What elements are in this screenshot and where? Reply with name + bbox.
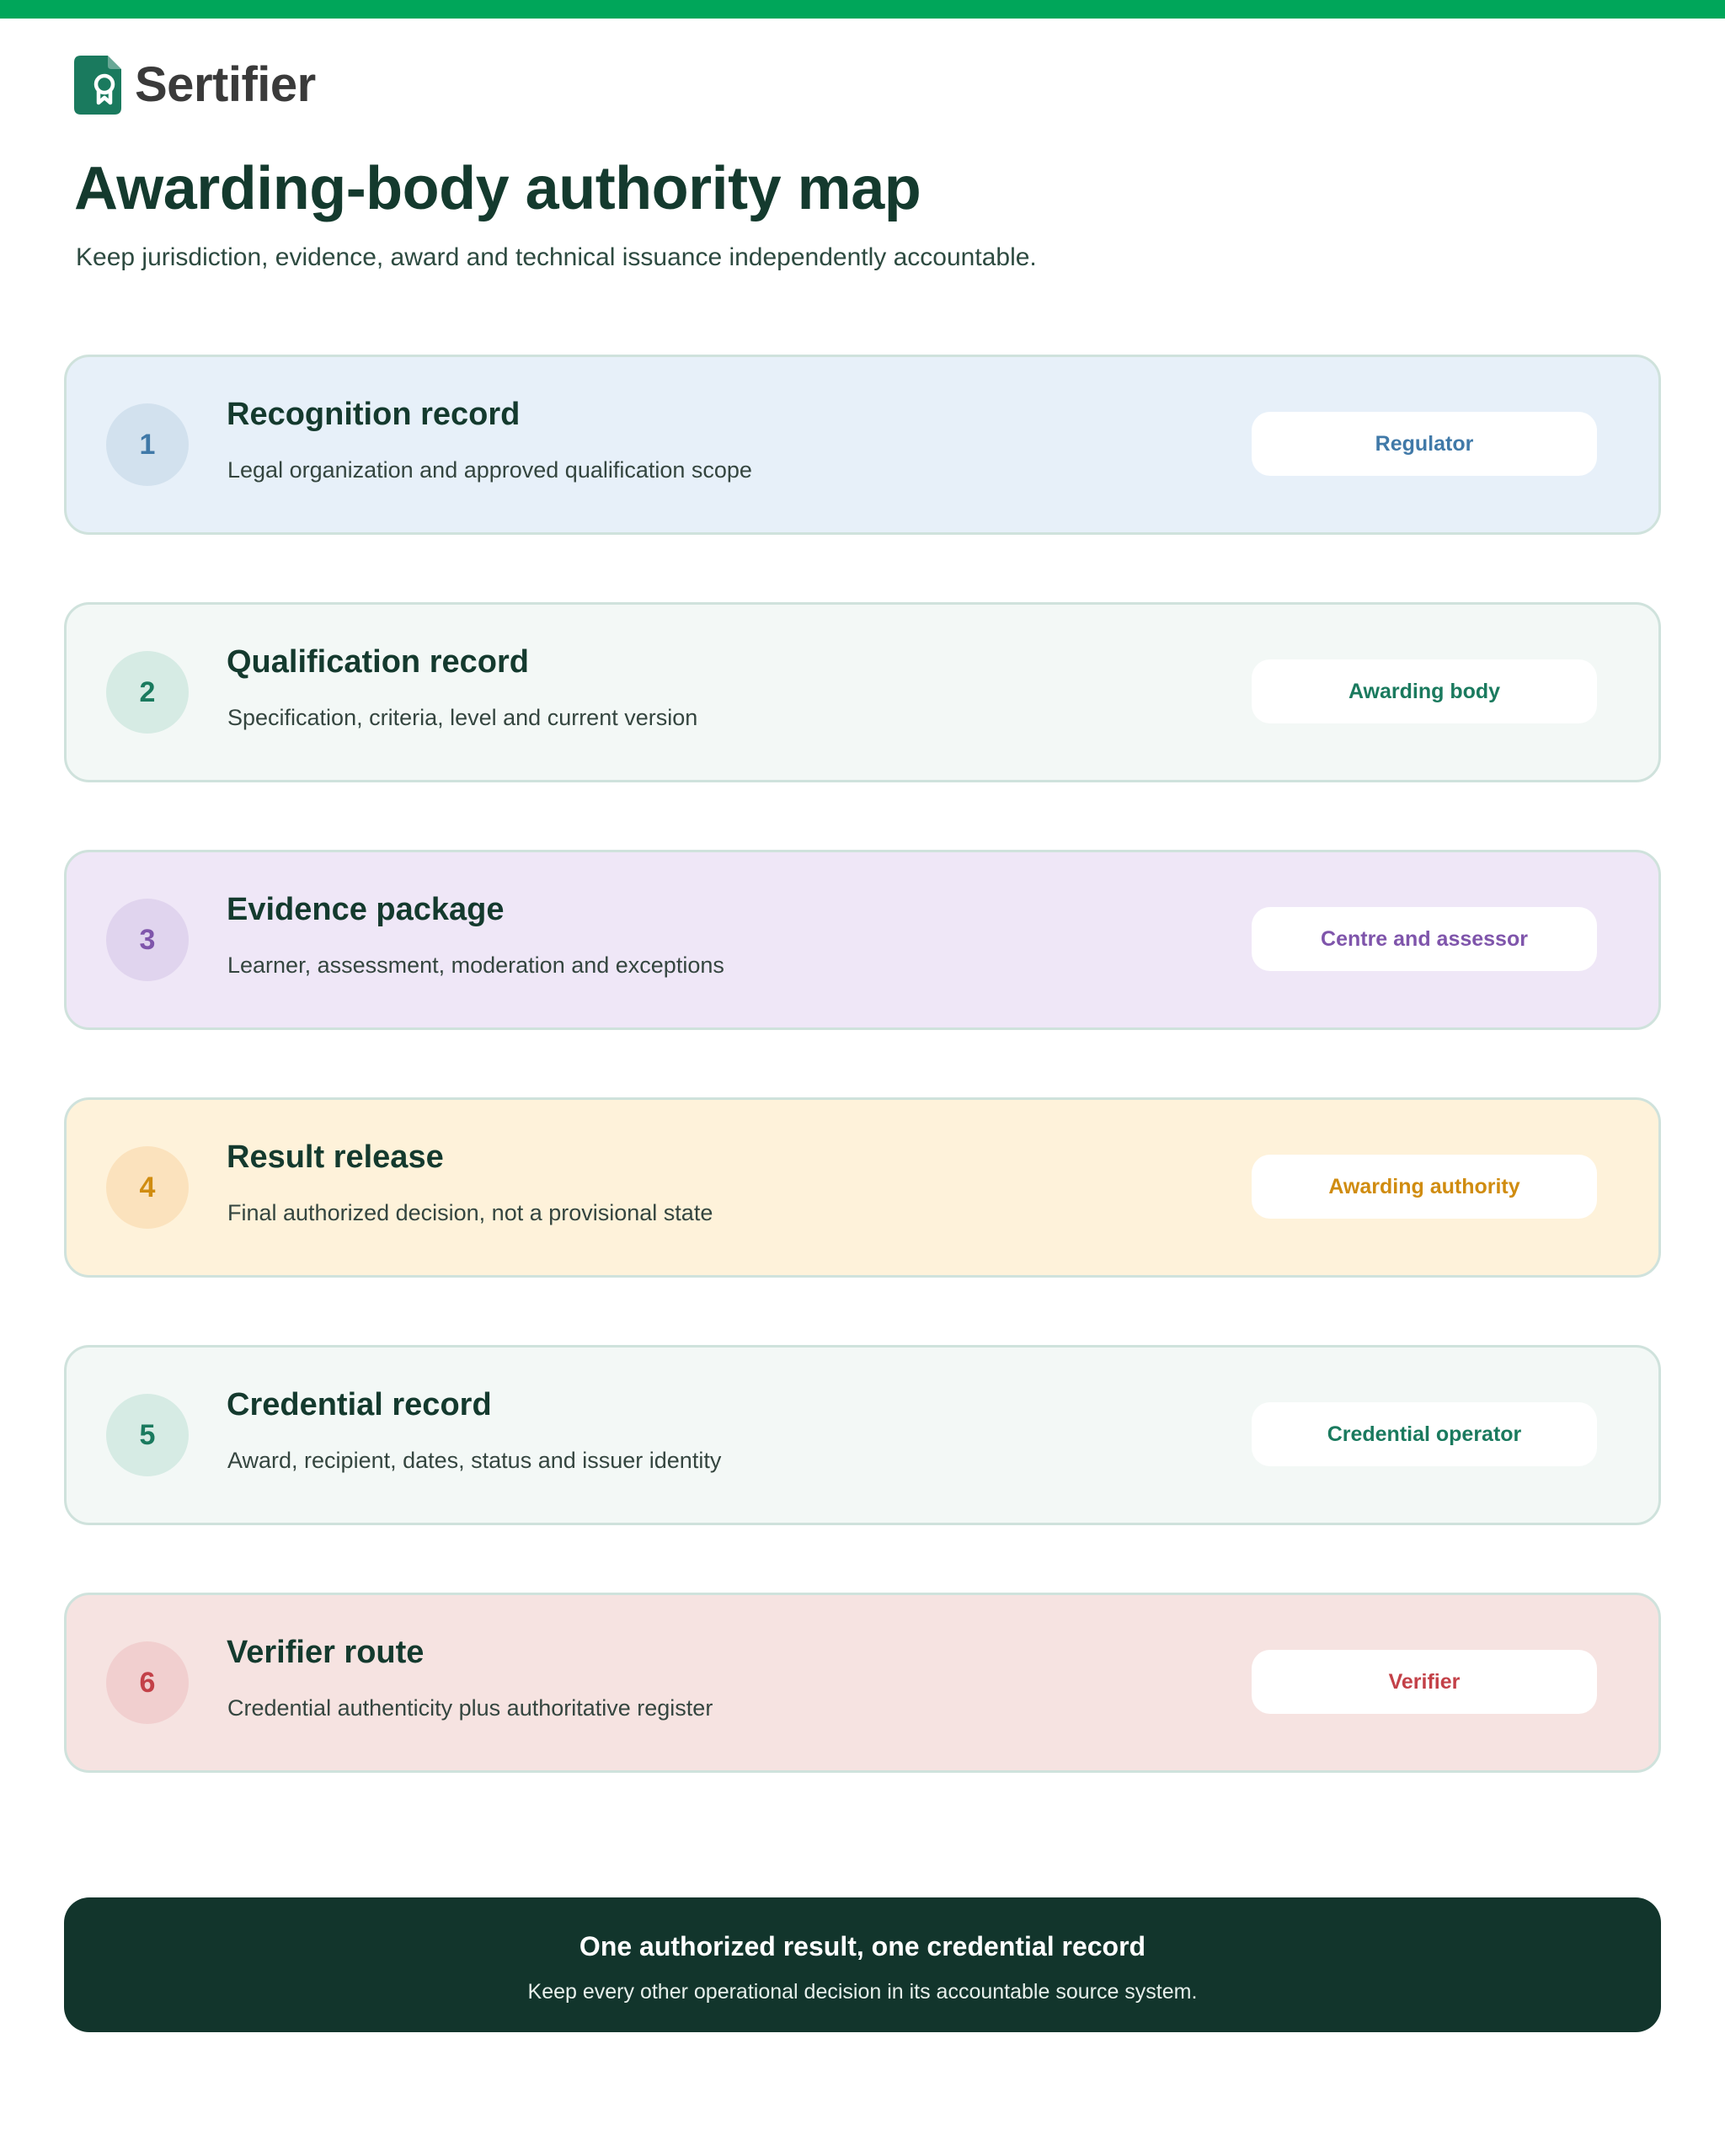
- step-number-badge: 5: [106, 1394, 189, 1476]
- step-card-verifier-route: [64, 1593, 1661, 1773]
- step-number-badge: 4: [106, 1146, 189, 1229]
- step-description: Award, recipient, dates, status and issuer identity: [227, 1448, 722, 1473]
- step-description: Legal organization and approved qualification scope: [227, 457, 752, 483]
- step-card-evidence-package: [64, 850, 1661, 1030]
- step-title: Result release: [227, 1139, 444, 1175]
- step-card-result-release: [64, 1097, 1661, 1278]
- summary-banner: [64, 1897, 1661, 2032]
- role-tag-verifier: Verifier: [1252, 1650, 1597, 1714]
- role-tag-centre-and-assessor: Centre and assessor: [1252, 907, 1597, 971]
- step-card-qualification-record: [64, 602, 1661, 782]
- step-description: Final authorized decision, not a provisional state: [227, 1200, 713, 1225]
- role-tag-regulator: Regulator: [1252, 412, 1597, 476]
- summary-text: Keep every other operational decision in its accountable source system.: [527, 1980, 1198, 2004]
- page-subtitle: Keep jurisdiction, evidence, award and technical issuance independently accountable.: [76, 243, 1037, 271]
- step-number-badge: 3: [106, 899, 189, 981]
- certificate-badge-icon: [74, 56, 121, 115]
- step-title: Qualification record: [227, 644, 529, 680]
- page-title: Awarding-body authority map: [74, 155, 921, 222]
- step-title: Verifier route: [227, 1635, 425, 1670]
- step-card-credential-record: [64, 1345, 1661, 1525]
- step-number-badge: 2: [106, 651, 189, 734]
- step-title: Recognition record: [227, 397, 521, 432]
- step-description: Specification, criteria, level and current version: [227, 705, 698, 730]
- step-title: Credential record: [227, 1387, 492, 1422]
- role-tag-awarding-body: Awarding body: [1252, 659, 1597, 723]
- summary-title: One authorized result, one credential record: [579, 1931, 1146, 1961]
- step-number-badge: 6: [106, 1641, 189, 1724]
- step-description: Credential authenticity plus authoritative register: [227, 1695, 713, 1721]
- step-card-recognition-record: [64, 355, 1661, 535]
- brand-logo: [74, 56, 316, 115]
- role-tag-credential-operator: Credential operator: [1252, 1402, 1597, 1466]
- role-tag-awarding-authority: Awarding authority: [1252, 1155, 1597, 1219]
- step-title: Evidence package: [227, 892, 505, 927]
- step-number-badge: 1: [106, 403, 189, 486]
- brand-name: Sertifier: [135, 57, 316, 112]
- top-accent-bar: [0, 0, 1725, 19]
- authority-steps: [64, 355, 1661, 1840]
- step-description: Learner, assessment, moderation and exceptions: [227, 953, 724, 978]
